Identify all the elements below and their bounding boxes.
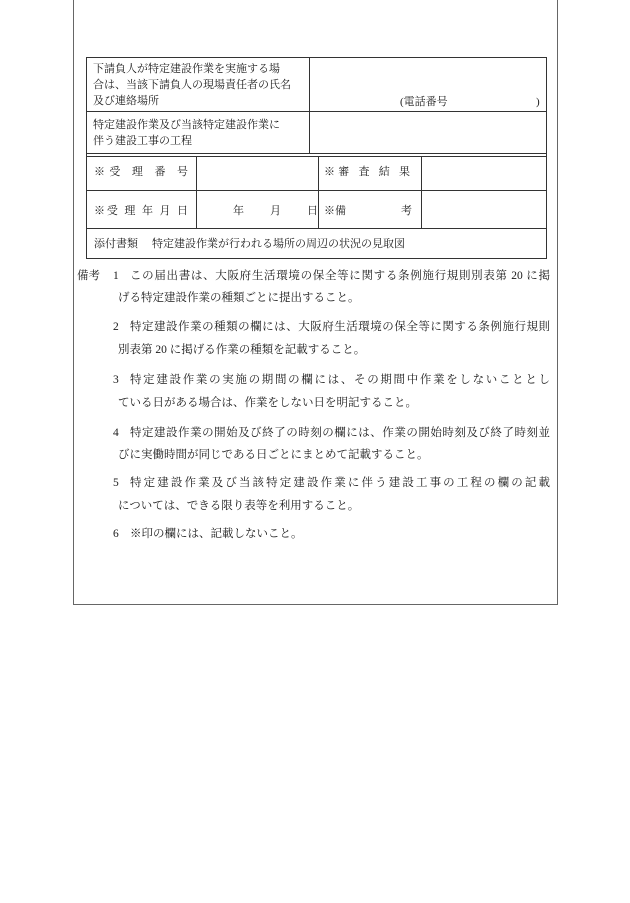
note-number: 3 (113, 374, 119, 386)
form-table (86, 57, 547, 259)
label-line: 合は、当該下請負人の現場責任者の氏名 (93, 79, 291, 91)
review-result-field (423, 158, 545, 190)
note-line: 別表第 20 に掲げる作業の種類を記載すること。 (118, 344, 366, 356)
date-year: 年 (233, 205, 244, 217)
note-number: 4 (113, 427, 119, 439)
label-line: 下請負人が特定建設作業を実施する場 (93, 63, 280, 75)
note-line: げる特定建設作業の種類ごとに提出すること。 (118, 292, 360, 304)
note-line: 特定建設作業の開始及び終了の時刻の欄には、作業の開始時刻及び終了時刻並 (130, 427, 550, 439)
note-line: この届出書は、大阪府生活環境の保全等に関する条例施行規則別表第 20 に掲 (130, 270, 550, 282)
note-line: 特定建設作業の実施の期間の欄には、その期間中作業をしないこととし (130, 374, 550, 386)
attachment-value: 特定建設作業が行われる場所の周辺の状況の見取図 (152, 238, 405, 250)
date-day: 日 (307, 205, 318, 217)
review-result-label: ※審 査 結 果 (324, 166, 410, 178)
row-divider (87, 228, 546, 229)
phone-label-close: ) (536, 96, 540, 108)
receipt-number-label: ※受 理 番 号 (94, 166, 188, 178)
phone-label: (電話番号 (400, 96, 448, 108)
note-line: ている日がある場合は、作業をしない日を明記すること。 (118, 397, 417, 409)
note-line: 特定建設作業及び当該特定建設作業に伴う建設工事の工程の欄の記載 (130, 477, 550, 489)
note-number: 6 (113, 528, 119, 540)
column-divider (196, 156, 197, 229)
notes-heading: 備考 (77, 270, 100, 282)
attachment-label: 添付書類 (94, 238, 138, 250)
remarks-field (423, 192, 545, 228)
row-divider (87, 153, 546, 154)
remarks-label-end: 考 (401, 205, 412, 217)
note-line: については、できる限り表等を利用すること。 (118, 500, 360, 512)
label-line: 特定建設作業及び当該特定建設作業に (93, 119, 280, 131)
schedule-label (93, 117, 280, 149)
note-line: ※印の欄には、記載しないこと。 (130, 528, 303, 540)
remarks-label-start: ※備 (324, 205, 346, 217)
receipt-number-field (198, 158, 317, 190)
column-divider (318, 156, 319, 229)
date-month: 月 (270, 205, 281, 217)
note-line: 特定建設作業の種類の欄には、大阪府生活環境の保全等に関する条例施行規則 (130, 321, 550, 333)
row-divider (87, 111, 546, 112)
receipt-date-label: ※受 理 年 月 日 (94, 205, 188, 217)
note-line: びに実働時間が同じである日ごとにまとめて記載すること。 (118, 449, 429, 461)
column-divider (421, 156, 422, 229)
label-line: 伴う建設工事の工程 (93, 135, 192, 147)
note-number: 2 (113, 321, 119, 333)
row-divider (87, 190, 546, 191)
row-divider (87, 156, 546, 157)
column-divider (309, 58, 310, 154)
subcontractor-label (93, 61, 291, 109)
note-number: 1 (113, 270, 119, 282)
note-number: 5 (113, 477, 119, 489)
schedule-field (311, 113, 545, 153)
label-line: 及び連絡場所 (93, 95, 159, 107)
